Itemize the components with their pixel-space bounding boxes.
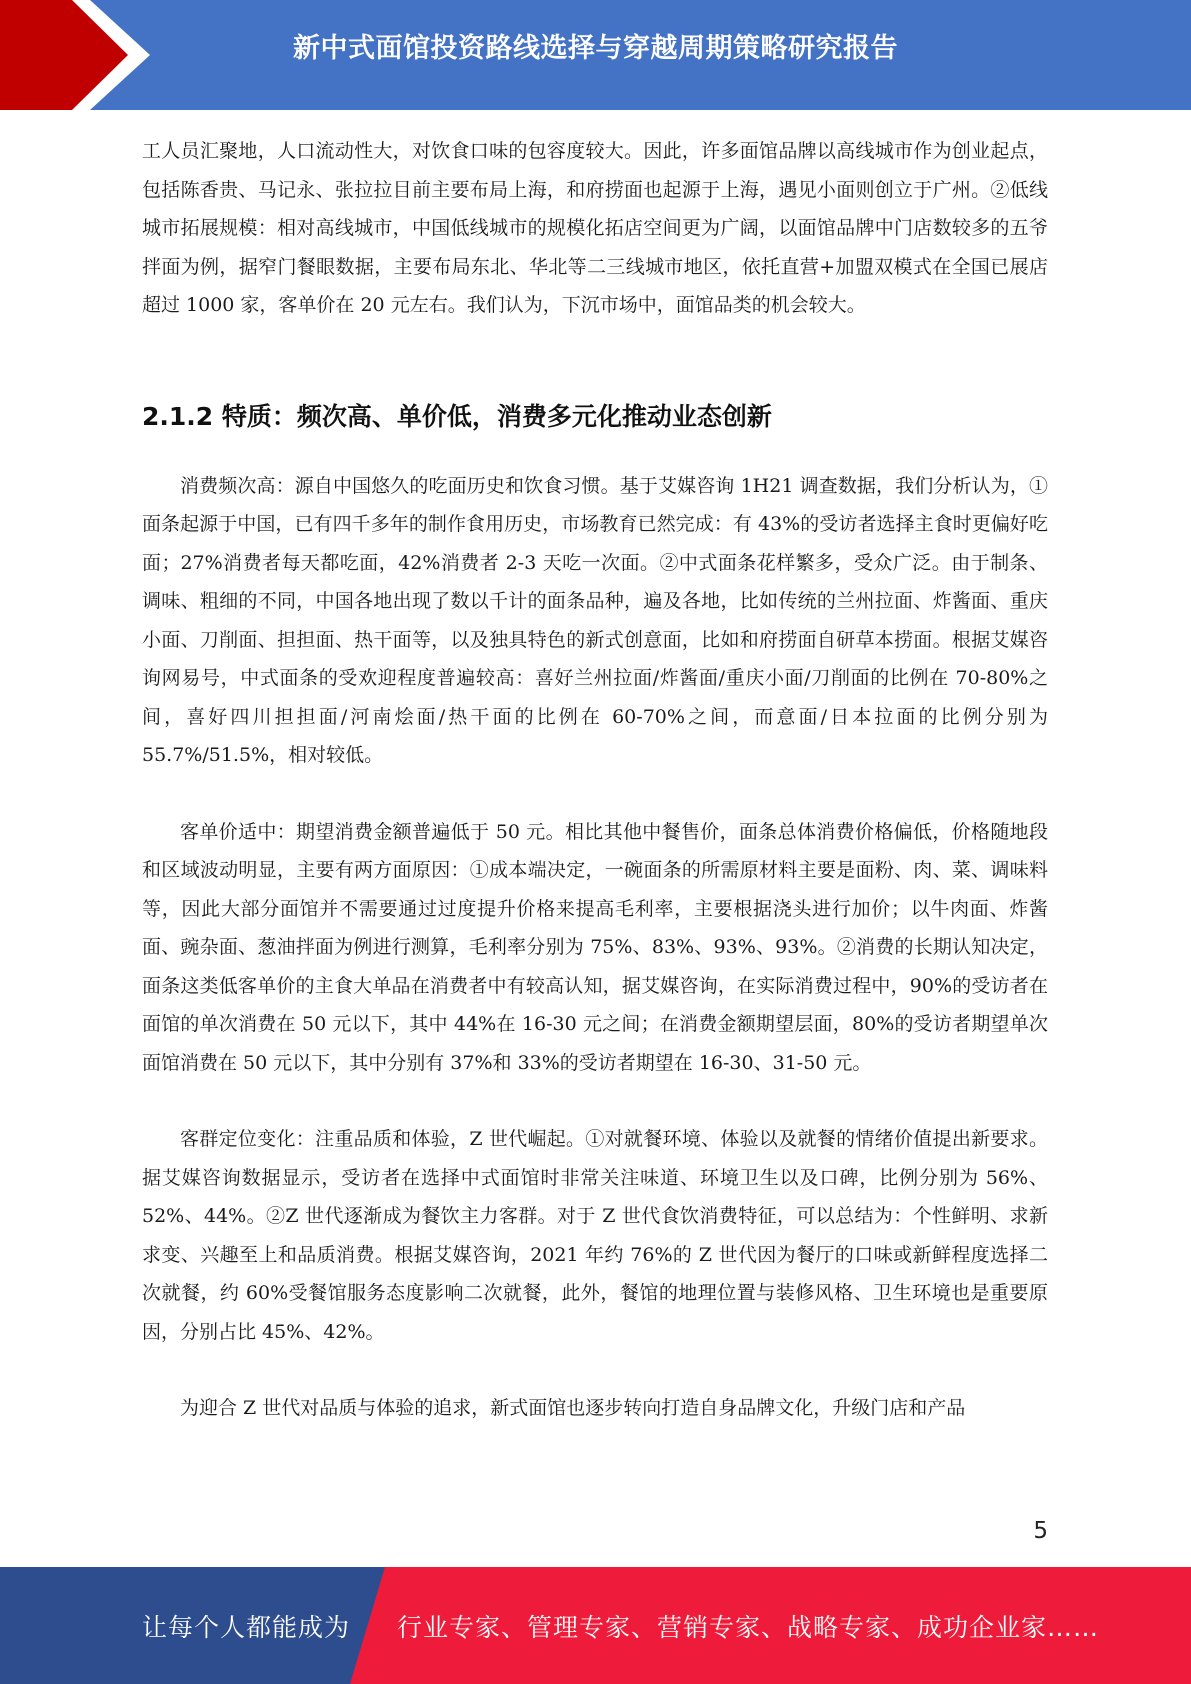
- section-heading: 2.1.2 特质：频次高、单价低，消费多元化推动业态创新: [142, 401, 772, 431]
- paragraph-unit-price: 客单价适中：期望消费金额普遍低于 50 元。相比其他中餐售价，面条总体消费价格偏低，价格随地段和区域波动明显，主要有两方面原因：①成本端决定，一碗面条的所需原材料主要是面粉、肉、菜、调味料等，因此大部分面馆并不需要通过过度提升价格来提高毛利率，主要根据浇头进行加价；以牛肉面、炸酱面、豌杂面、葱油拌面为例进行测算，毛利率分别为 75%、83%、93%、93%。②消费的长期认知决定，面条这类低客单价的主食大单品在消费者中有较高认知，据艾媒咨询，在实际消费过程中，90%的受访者在面馆的单次消费在 50 元以下，其中 44%在 16-30 元之间；在消费金额期望层面，80%的受访者期望单次面馆消费在 50 元以下，其中分别有 37%和 33%的受访者期望在 16-30、31-50 元。: [142, 820, 1048, 1074]
- page-content: [142, 132, 1048, 1428]
- paragraph-customer-group: 客群定位变化：注重品质和体验，Z 世代崛起。①对就餐环境、体验以及就餐的情绪价值提出新要求。据艾媒咨询数据显示，受访者在选择中式面馆时非常关注味道、环境卫生以及口碑，比例分别为 56%、52%、44%。②Z 世代逐渐成为餐饮主力客群。对于 Z 世代食饮消费特征，可以总结为：个性鲜明、求新求变、兴趣至上和品质消费。根据艾媒咨询，2021 年约 76%的 Z 世代因为餐厅的口味或新鲜程度选择二次就餐，约 60%受餐馆服务态度影响二次就餐，此外，餐馆的地理位置与装修风格、卫生环境也是重要原因，分别占比 45%、42%。: [142, 1128, 1048, 1343]
- page-footer: [0, 1567, 1191, 1684]
- intro-paragraph: 工人员汇聚地，人口流动性大，对饮食口味的包容度较大。因此，许多面馆品牌以高线城市作为创业起点，包括陈香贵、马记永、张拉拉目前主要布局上海，和府捞面也起源于上海，遇见小面则创立于广州。②低线城市拓展规模：相对高线城市，中国低线城市的规模化拓店空间更为广阔，以面馆品牌中门店数较多的五爷拌面为例，据窄门餐眼数据，主要布局东北、华北等二三线城市地区，依托直营+加盟双模式在全国已展店超过 1000 家，客单价在 20 元左右。我们认为，下沉市场中，面馆品类的机会较大。: [142, 140, 1048, 316]
- page-header: [0, 0, 1191, 110]
- page-number: 5: [1033, 1518, 1048, 1544]
- footer-slogan-right: 行业专家、管理专家、营销专家、战略专家、成功企业家……: [397, 1613, 1100, 1642]
- paragraph-gen-z-upgrade: 为迎合 Z 世代对品质与体验的追求，新式面馆也逐步转向打造自身品牌文化，升级门店和产品: [180, 1397, 966, 1419]
- footer-slogan-left: 让每个人都能成为: [142, 1613, 351, 1642]
- report-title: 新中式面馆投资路线选择与穿越周期策略研究报告: [293, 33, 898, 64]
- paragraph-consumption-frequency: 消费频次高：源自中国悠久的吃面历史和饮食习惯。基于艾媒咨询 1H21 调查数据，我们分析认为，①面条起源于中国，已有四千多年的制作食用历史，市场教育已然完成：有 43%的受访者选择主食时更偏好吃面；27%消费者每天都吃面，42%消费者 2-3 天吃一次面。②中式面条花样繁多，受众广泛。由于制条、调味、粗细的不同，中国各地出现了数以千计的面条品种，遍及各地，比如传统的兰州拉面、炸酱面、重庆小面、刀削面、担担面、热干面等，以及独具特色的新式创意面，比如和府捞面自研草本捞面。根据艾媒咨询网易号，中式面条的受欢迎程度普遍较高：喜好兰州拉面/炸酱面/重庆小面/刀削面的比例在 70-80%之间，喜好四川担担面/河南烩面/热干面的比例在 60-70%之间，而意面/日本拉面的比例分别为 55.7%/51.5%，相对较低。: [142, 474, 1048, 766]
